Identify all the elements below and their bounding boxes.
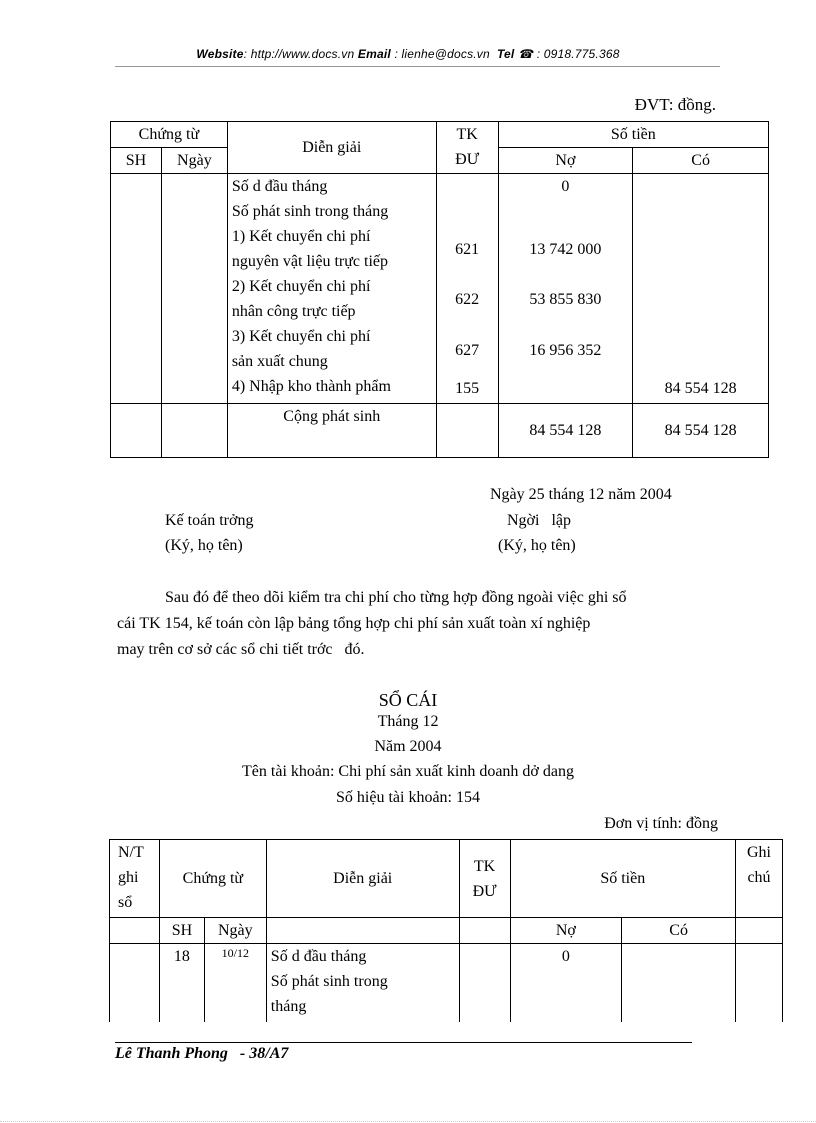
- desc-line: 2) Kết chuyển chi phí: [231, 278, 371, 295]
- desc-line: nguyên vật liệu trực tiếp: [231, 253, 388, 270]
- row-ghi-chu: [736, 944, 783, 1022]
- header-tk: TK: [456, 126, 478, 143]
- header-ngay: Ngày: [204, 918, 266, 944]
- total-ngay: [161, 404, 227, 458]
- desc-line: 1) Kết chuyển chi phí: [231, 228, 371, 245]
- no-value: 13 742 000: [529, 241, 602, 258]
- header-divider: [115, 66, 720, 67]
- footer-divider: [115, 1042, 692, 1043]
- paragraph-line: cái TK 154, kế toán còn lập bảng tổng hợp chi phí sản xuất toàn xí nghiệp: [117, 615, 591, 632]
- no-value: 53 855 830: [529, 291, 602, 308]
- desc-line: Số phát sinh trong tháng: [231, 203, 389, 220]
- footer-code: - 38/A7: [239, 1045, 289, 1062]
- total-tk: [436, 404, 498, 458]
- desc-line: 4) Nhập kho thành phẩm: [231, 378, 391, 395]
- desc-line: sản xuất chung: [231, 353, 328, 370]
- subheader-empty: [736, 918, 783, 944]
- tk-value: 627: [455, 342, 480, 359]
- website-label: Website: [196, 47, 244, 61]
- desc-line: Số d đầu tháng: [231, 178, 328, 195]
- header-no: Nợ: [498, 148, 633, 174]
- row-date: [110, 944, 160, 1022]
- email-label: Email: [357, 47, 391, 61]
- total-label: Cộng phát sinh: [227, 404, 436, 458]
- tk-value: 621: [455, 241, 480, 258]
- ledger-table: [109, 839, 783, 1022]
- chief-accountant-sign: (Ký, họ tên): [165, 537, 243, 554]
- header-chung-tu: Chứng từ: [111, 122, 228, 148]
- ledger-unit: Đơn vị tính: đồng: [604, 815, 718, 832]
- header-co: Có: [622, 918, 736, 944]
- summary-table: [110, 121, 769, 458]
- total-sh: [111, 404, 162, 458]
- body-sh: [111, 174, 162, 404]
- no-value: 0: [561, 178, 570, 195]
- signature-date: Ngày 25 tháng 12 năm 2004: [490, 486, 672, 503]
- tk-value: 622: [455, 291, 480, 308]
- header-sh: SH: [111, 148, 162, 174]
- desc-line: nhân công trực tiếp: [231, 303, 356, 320]
- no-value: 16 956 352: [529, 342, 602, 359]
- tel-label: Tel: [496, 47, 515, 61]
- body-paragraph: [117, 585, 727, 663]
- subheader-empty: [110, 918, 160, 944]
- header-sh: SH: [159, 918, 204, 944]
- page-footer: [115, 1045, 288, 1063]
- nt-line: N/T: [118, 844, 144, 861]
- header-du: ĐƯ: [472, 882, 497, 900]
- row-tk: [459, 944, 510, 1022]
- header-ngay: Ngày: [161, 148, 227, 174]
- header-tk-du: [436, 122, 498, 174]
- ledger-account-number: Số hiệu tài khoản: 154: [336, 789, 480, 806]
- body-ngay: [161, 174, 227, 404]
- page-bottom-divider: [0, 1121, 816, 1122]
- row-no: 0: [510, 944, 622, 1022]
- desc-line: Số phát sinh trong: [270, 973, 388, 990]
- desc-line: 3) Kết chuyển chi phí: [231, 328, 371, 345]
- header-du: ĐƯ: [455, 151, 480, 168]
- header-tk: TK: [473, 857, 496, 875]
- chief-accountant-title: Kế toán trởng: [165, 512, 254, 529]
- row-sh: 18: [159, 944, 204, 1022]
- body-tk: [436, 174, 498, 404]
- header-ghi-chu: [736, 840, 783, 918]
- header-dien-giai: Diễn giải: [227, 122, 436, 174]
- header-so-tien: Số tiền: [510, 840, 735, 918]
- ledger-account-name: Tên tài khoản: Chi phí sản xuất kinh doanh dở dang: [242, 763, 574, 780]
- total-no: 84 554 128: [498, 404, 633, 458]
- preparer-sign: (Ký, họ tên): [498, 537, 576, 554]
- paragraph-line: may trên cơ sở các sổ chi tiết trớc đó.: [117, 641, 365, 658]
- ghi-chu-line: chú: [747, 869, 771, 886]
- tk-value: 155: [455, 380, 480, 397]
- body-no: [498, 174, 633, 404]
- header-no: Nợ: [510, 918, 622, 944]
- table1-unit: ĐVT: đồng.: [634, 95, 716, 114]
- ledger-title: SỔ CÁI: [378, 690, 438, 710]
- header-dien-giai: Diễn giải: [266, 840, 459, 918]
- ghi-chu-line: Ghi: [747, 844, 771, 861]
- subheader-empty: [459, 918, 510, 944]
- header-chung-tu: Chứng từ: [159, 840, 266, 918]
- preparer-title: Ngời lập: [507, 512, 572, 529]
- body-co: [633, 174, 769, 404]
- desc-line: Số d đầu tháng: [270, 948, 367, 965]
- email-address: : lienhe@docs.vn: [394, 47, 490, 61]
- ledger-year: Năm 2004: [374, 738, 442, 755]
- total-co: 84 554 128: [633, 404, 769, 458]
- body-desc: [227, 174, 436, 404]
- header-tk-du: [459, 840, 510, 918]
- header-co: Có: [633, 148, 769, 174]
- ledger-month: Tháng 12: [377, 713, 439, 730]
- row-ngay: 10/12: [204, 944, 266, 1022]
- nt-line: ghi: [118, 869, 139, 886]
- row-co: [622, 944, 736, 1022]
- header-so-tien: Số tiền: [498, 122, 768, 148]
- website-url: : http://www.docs.vn: [243, 47, 355, 61]
- page-header: [0, 47, 816, 61]
- paragraph-line: Sau đó để theo dõi kiểm tra chi phí cho từng hợp đồng ngoài việc ghi sổ: [165, 589, 627, 606]
- tel-number: ☎ : 0918.775.368: [518, 47, 620, 61]
- subheader-empty: [266, 918, 459, 944]
- co-value: 84 554 128: [664, 380, 737, 397]
- header-nt-ghi-so: [110, 840, 160, 918]
- row-desc: [266, 944, 459, 1022]
- footer-author: Lê Thanh Phong: [115, 1045, 228, 1062]
- desc-line: tháng: [270, 998, 307, 1015]
- nt-line: sổ: [118, 894, 133, 911]
